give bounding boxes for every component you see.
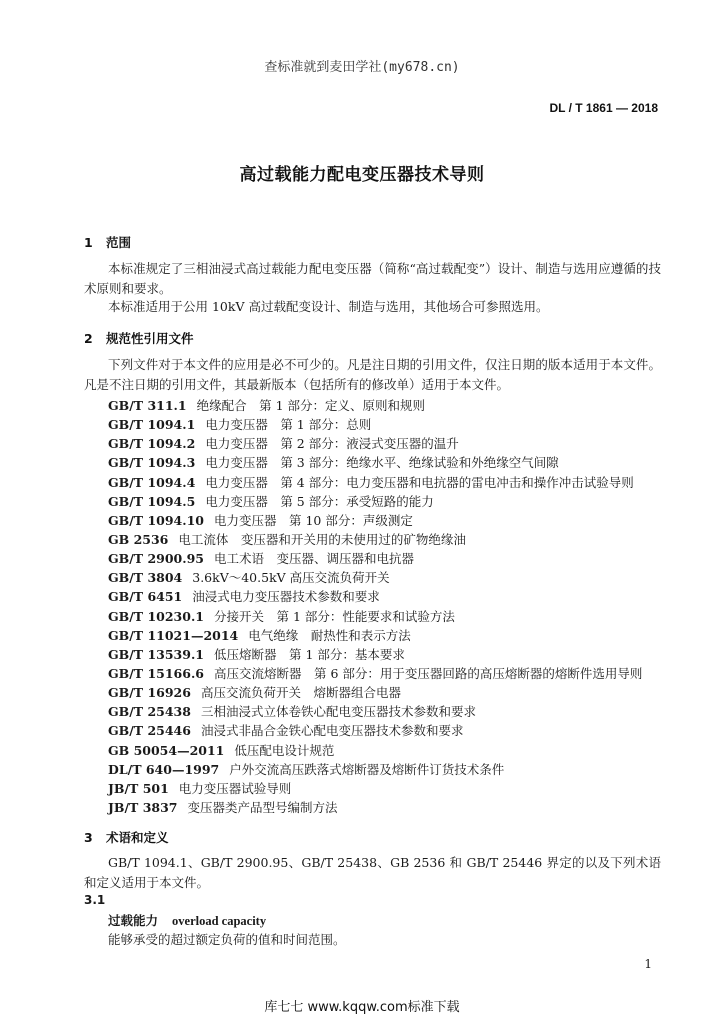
reference-code: GB/T 13539.1 (108, 646, 204, 662)
reference-code: JB/T 3837 (108, 799, 178, 815)
reference-item (108, 492, 668, 511)
section-heading-3 (84, 828, 169, 846)
section-title: 范围 (106, 235, 132, 250)
reference-description: 变压器类产品型号编制方法 (187, 799, 338, 815)
reference-item (108, 683, 668, 702)
section-title: 规范性引用文件 (106, 331, 194, 346)
reference-item (108, 741, 668, 760)
reference-code: GB/T 1094.1 (108, 417, 196, 433)
section-title: 术语和定义 (106, 830, 169, 845)
reference-description: 绝缘配合 第 1 部分：定义、原则和规则 (196, 398, 426, 413)
section-heading-1 (84, 233, 131, 251)
reference-description: 电力变压器 第 3 部分：绝缘水平、绝缘试验和外绝缘空气间隙 (205, 455, 559, 471)
reference-item (108, 626, 668, 645)
term-zh: 过载能力 (108, 913, 159, 928)
reference-item (108, 798, 668, 817)
reference-list (108, 396, 668, 817)
reference-item (108, 721, 668, 740)
reference-item (108, 434, 668, 453)
reference-code: GB/T 1094.3 (108, 455, 196, 471)
reference-item (108, 473, 668, 492)
reference-code: GB/T 25446 (108, 723, 191, 739)
watermark-bottom: 库七七 www.kqqw.com标准下载 (264, 1000, 460, 1015)
reference-code: GB 50054—2011 (108, 742, 225, 758)
reference-item (108, 396, 668, 415)
reference-description: 高压交流负荷开关 熔断器组合电器 (200, 685, 401, 701)
document-title: 高过载能力配电变压器技术导则 (239, 165, 485, 185)
reference-description: 低压熔断器 第 1 部分：基本要求 (214, 646, 405, 662)
reference-item (108, 664, 668, 683)
reference-code: GB/T 2900.95 (108, 551, 204, 567)
page-number: 1 (644, 957, 652, 971)
reference-code: GB/T 1094.4 (108, 474, 196, 490)
reference-item (108, 568, 668, 587)
reference-code: GB/T 1094.5 (108, 493, 196, 509)
reference-code: GB/T 15166.6 (108, 665, 204, 681)
reference-item (108, 587, 668, 606)
reference-description: 三相油浸式立体卷铁心配电变压器技术参数和要求 (200, 704, 476, 720)
reference-code: GB/T 10230.1 (108, 608, 204, 624)
standard-number: DL / T 1861 — 2018 (549, 101, 658, 115)
reference-item (108, 702, 668, 721)
reference-description: 3.6kV～40.5kV 高压交流负荷开关 (192, 570, 390, 586)
reference-description: 电力变压器 第 5 部分：承受短路的能力 (205, 493, 434, 509)
reference-description: 电气绝缘 耐热性和表示方法 (248, 627, 411, 643)
reference-description: 油浸式非晶合金铁心配电变压器技术参数和要求 (200, 723, 464, 739)
scope-paragraph-1: 本标准规定了三相油浸式高过载能力配电变压器（简称“高过载配变”）设计、制造与选用应遵循的技术原则和要求。 (84, 261, 661, 296)
reference-description: 电力变压器试验导则 (178, 780, 292, 796)
section-number: 1 (84, 235, 93, 250)
reference-description: 户外交流高压跌落式熔断器及熔断件订货技术条件 (229, 761, 505, 777)
reference-description: 电力变压器 第 4 部分：电力变压器和电抗器的雷电冲击和操作冲击试验导则 (205, 474, 634, 490)
reference-item (108, 549, 668, 568)
term-heading (108, 911, 266, 929)
reference-description: 低压配电设计规范 (234, 742, 335, 758)
reference-item (108, 511, 668, 530)
reference-description: 电工术语 变压器、调压器和电抗器 (214, 551, 415, 567)
reference-item (108, 645, 668, 664)
reference-description: 电工流体 变压器和开关用的未使用过的矿物绝缘油 (178, 531, 466, 547)
term-definition: 能够承受的超过额定负荷的值和时间范围。 (108, 932, 346, 947)
section-heading-2 (84, 329, 194, 347)
scope-paragraph-2: 本标准适用于公用 10kV 高过载配变设计、制造与选用，其他场合可参照选用。 (108, 299, 549, 314)
term-number: 3.1 (84, 893, 106, 907)
reference-code: GB/T 11021—2014 (108, 627, 239, 643)
references-intro: 下列文件对于本文件的应用是必不可少的。凡是注日期的引用文件，仅注日期的版本适用于本文件。凡是不注日期的引用文件，其最新版本（包括所有的修改单）适用于本文件。 (84, 357, 661, 392)
term-en: overload capacity (172, 914, 267, 928)
reference-item (108, 607, 668, 626)
reference-code: GB/T 311.1 (108, 398, 187, 413)
reference-code: GB 2536 (108, 531, 169, 547)
watermark-top: 查标准就到麦田学社(my678.cn) (264, 60, 460, 75)
reference-code: GB/T 16926 (108, 685, 191, 701)
reference-item (108, 760, 668, 779)
reference-code: GB/T 1094.10 (108, 512, 204, 528)
reference-code: JB/T 501 (108, 780, 169, 796)
section-number: 3 (84, 830, 93, 845)
reference-description: 电力变压器 第 1 部分：总则 (205, 417, 372, 433)
reference-code: GB/T 6451 (108, 589, 183, 605)
reference-item (108, 415, 668, 434)
reference-code: GB/T 1094.2 (108, 436, 196, 452)
reference-description: 油浸式电力变压器技术参数和要求 (192, 589, 380, 605)
reference-item (108, 779, 668, 798)
terms-intro: GB/T 1094.1、GB/T 2900.95、GB/T 25438、GB 2536 和 GB/T 25446 界定的以及下列术语和定义适用于本文件。 (84, 855, 661, 890)
reference-description: 电力变压器 第 2 部分：液浸式变压器的温升 (205, 436, 459, 452)
reference-code: GB/T 25438 (108, 704, 191, 720)
section-number: 2 (84, 331, 93, 346)
reference-code: DL/T 640—1997 (108, 761, 220, 777)
reference-item (108, 453, 668, 472)
reference-item (108, 530, 668, 549)
reference-code: GB/T 3804 (108, 570, 183, 586)
reference-description: 电力变压器 第 10 部分：声级测定 (214, 512, 413, 528)
reference-description: 分接开关 第 1 部分：性能要求和试验方法 (214, 608, 455, 624)
reference-description: 高压交流熔断器 第 6 部分：用于变压器回路的高压熔断器的熔断件选用导则 (214, 665, 643, 681)
